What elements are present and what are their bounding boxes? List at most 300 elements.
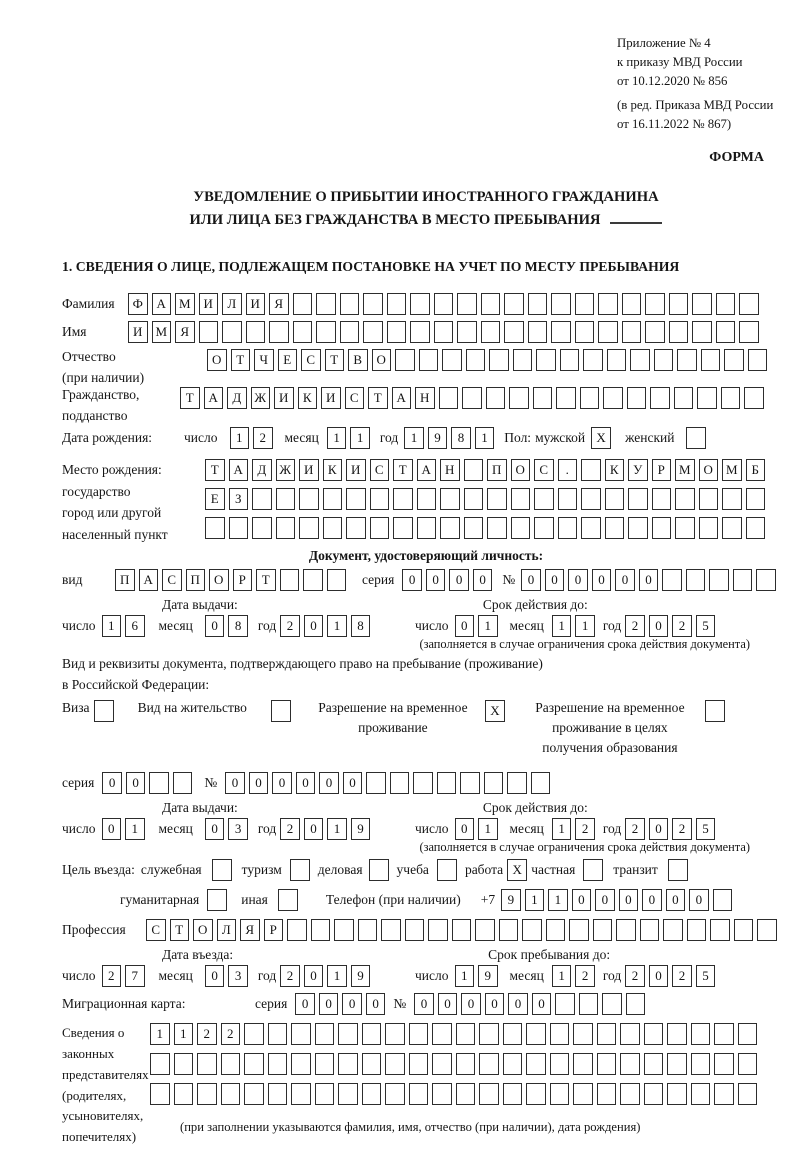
char-box[interactable]: 0 [572, 889, 592, 911]
char-box[interactable]: С [534, 459, 554, 481]
char-box[interactable]: 0 [568, 569, 588, 591]
char-box[interactable]: 1 [230, 427, 250, 449]
char-box[interactable] [244, 1083, 264, 1105]
char-box[interactable] [722, 517, 742, 539]
char-box[interactable] [327, 569, 347, 591]
char-box[interactable] [457, 293, 477, 315]
char-box[interactable] [716, 321, 736, 343]
char-box[interactable] [551, 321, 571, 343]
char-box[interactable] [669, 293, 689, 315]
char-box[interactable]: К [605, 459, 625, 481]
char-box[interactable]: 2 [672, 818, 692, 840]
char-box[interactable]: Н [440, 459, 460, 481]
char-box[interactable]: 0 [272, 772, 292, 794]
char-box[interactable]: Т [180, 387, 200, 409]
char-box[interactable]: 3 [228, 818, 248, 840]
char-box[interactable] [667, 1053, 687, 1075]
char-box[interactable]: 8 [451, 427, 471, 449]
char-box[interactable]: К [323, 459, 343, 481]
char-box[interactable] [199, 321, 219, 343]
char-box[interactable] [432, 1023, 452, 1045]
char-box[interactable]: 0 [689, 889, 709, 911]
char-box[interactable] [714, 1053, 734, 1075]
char-box[interactable]: 0 [532, 993, 552, 1015]
char-box[interactable] [602, 993, 622, 1015]
char-box[interactable] [692, 293, 712, 315]
char-box[interactable] [287, 919, 307, 941]
char-box[interactable] [573, 1083, 593, 1105]
char-box[interactable]: 0 [649, 615, 669, 637]
char-box[interactable]: 1 [174, 1023, 194, 1045]
char-box[interactable]: 1 [552, 965, 572, 987]
char-box[interactable] [409, 1053, 429, 1075]
char-box[interactable] [686, 569, 706, 591]
char-box[interactable] [697, 387, 717, 409]
char-box[interactable] [628, 517, 648, 539]
char-box[interactable] [675, 488, 695, 510]
char-box[interactable]: А [417, 459, 437, 481]
char-box[interactable]: 0 [414, 993, 434, 1015]
char-box[interactable] [340, 321, 360, 343]
char-box[interactable] [440, 488, 460, 510]
char-box[interactable]: О [207, 349, 227, 371]
char-box[interactable] [291, 1023, 311, 1045]
char-box[interactable] [315, 1083, 335, 1105]
char-box[interactable] [338, 1053, 358, 1075]
char-box[interactable]: 0 [304, 615, 324, 637]
char-box[interactable]: И [274, 387, 294, 409]
char-box[interactable]: 0 [649, 818, 669, 840]
char-box[interactable]: 0 [296, 772, 316, 794]
char-box[interactable] [434, 321, 454, 343]
char-box[interactable]: 0 [438, 993, 458, 1015]
char-box[interactable] [205, 517, 225, 539]
char-box[interactable] [410, 321, 430, 343]
char-box[interactable] [677, 349, 697, 371]
char-box[interactable] [710, 919, 730, 941]
char-box[interactable]: 2 [221, 1023, 241, 1045]
char-box[interactable]: 1 [478, 615, 498, 637]
char-box[interactable] [197, 1083, 217, 1105]
char-box[interactable] [303, 569, 323, 591]
char-box[interactable]: Т [205, 459, 225, 481]
char-box[interactable] [316, 293, 336, 315]
char-box[interactable]: 0 [366, 993, 386, 1015]
char-box[interactable] [534, 517, 554, 539]
purpose-other-checkbox[interactable] [278, 889, 298, 911]
char-box[interactable] [150, 1053, 170, 1075]
char-box[interactable]: 0 [521, 569, 541, 591]
char-box[interactable] [460, 772, 480, 794]
char-box[interactable]: 9 [428, 427, 448, 449]
char-box[interactable]: 1 [350, 427, 370, 449]
char-box[interactable] [221, 1083, 241, 1105]
char-box[interactable] [268, 1083, 288, 1105]
char-box[interactable]: Ж [276, 459, 296, 481]
char-box[interactable] [503, 1053, 523, 1075]
char-box[interactable] [739, 321, 759, 343]
temp-residence-checkbox[interactable]: X [485, 700, 505, 722]
char-box[interactable]: 0 [455, 615, 475, 637]
char-box[interactable]: И [128, 321, 148, 343]
char-box[interactable] [526, 1023, 546, 1045]
char-box[interactable]: Е [278, 349, 298, 371]
char-box[interactable] [699, 488, 719, 510]
char-box[interactable] [457, 321, 477, 343]
char-box[interactable] [363, 293, 383, 315]
char-box[interactable] [569, 919, 589, 941]
char-box[interactable]: Я [175, 321, 195, 343]
char-box[interactable]: 9 [478, 965, 498, 987]
char-box[interactable] [149, 772, 169, 794]
char-box[interactable] [558, 517, 578, 539]
char-box[interactable] [652, 517, 672, 539]
char-box[interactable]: Ф [128, 293, 148, 315]
char-box[interactable] [721, 387, 741, 409]
char-box[interactable] [699, 517, 719, 539]
char-box[interactable]: С [370, 459, 390, 481]
char-box[interactable]: 0 [595, 889, 615, 911]
char-box[interactable] [630, 349, 650, 371]
char-box[interactable]: 1 [102, 615, 122, 637]
char-box[interactable]: 0 [102, 772, 122, 794]
purpose-tourism-checkbox[interactable] [290, 859, 310, 881]
char-box[interactable]: С [162, 569, 182, 591]
char-box[interactable] [381, 919, 401, 941]
char-box[interactable]: 1 [125, 818, 145, 840]
char-box[interactable]: 0 [615, 569, 635, 591]
char-box[interactable]: Т [368, 387, 388, 409]
char-box[interactable]: С [301, 349, 321, 371]
char-box[interactable] [575, 321, 595, 343]
char-box[interactable] [746, 517, 766, 539]
char-box[interactable]: Т [393, 459, 413, 481]
char-box[interactable]: 8 [351, 615, 371, 637]
char-box[interactable] [197, 1053, 217, 1075]
char-box[interactable] [644, 1053, 664, 1075]
char-box[interactable] [222, 321, 242, 343]
char-box[interactable]: 0 [666, 889, 686, 911]
char-box[interactable] [644, 1083, 664, 1105]
char-box[interactable]: 0 [619, 889, 639, 911]
char-box[interactable] [620, 1053, 640, 1075]
char-box[interactable] [722, 488, 742, 510]
char-box[interactable]: О [699, 459, 719, 481]
char-box[interactable] [626, 993, 646, 1015]
purpose-official-checkbox[interactable] [212, 859, 232, 881]
char-box[interactable]: 0 [343, 772, 363, 794]
char-box[interactable]: Р [233, 569, 253, 591]
char-box[interactable] [409, 1023, 429, 1045]
char-box[interactable]: Д [252, 459, 272, 481]
char-box[interactable] [503, 1083, 523, 1105]
char-box[interactable] [311, 919, 331, 941]
char-box[interactable] [456, 1023, 476, 1045]
char-box[interactable] [709, 569, 729, 591]
char-box[interactable] [503, 1023, 523, 1045]
char-box[interactable]: Я [240, 919, 260, 941]
char-box[interactable] [581, 488, 601, 510]
char-box[interactable]: 2 [575, 965, 595, 987]
char-box[interactable]: А [139, 569, 159, 591]
char-box[interactable] [340, 293, 360, 315]
char-box[interactable]: Ж [251, 387, 271, 409]
char-box[interactable]: П [186, 569, 206, 591]
char-box[interactable]: 1 [548, 889, 568, 911]
char-box[interactable]: 1 [327, 818, 347, 840]
char-box[interactable]: С [146, 919, 166, 941]
char-box[interactable] [385, 1023, 405, 1045]
char-box[interactable]: 0 [508, 993, 528, 1015]
char-box[interactable] [528, 321, 548, 343]
char-box[interactable] [456, 1083, 476, 1105]
char-box[interactable]: 2 [625, 615, 645, 637]
char-box[interactable] [628, 488, 648, 510]
char-box[interactable]: И [321, 387, 341, 409]
char-box[interactable] [481, 321, 501, 343]
char-box[interactable] [405, 919, 425, 941]
char-box[interactable] [479, 1023, 499, 1045]
char-box[interactable]: 1 [455, 965, 475, 987]
char-box[interactable] [550, 1053, 570, 1075]
char-box[interactable] [385, 1083, 405, 1105]
char-box[interactable] [597, 1023, 617, 1045]
char-box[interactable] [315, 1023, 335, 1045]
char-box[interactable] [536, 349, 556, 371]
char-box[interactable]: 1 [478, 818, 498, 840]
char-box[interactable] [338, 1023, 358, 1045]
char-box[interactable] [417, 517, 437, 539]
char-box[interactable]: М [675, 459, 695, 481]
char-box[interactable] [526, 1053, 546, 1075]
char-box[interactable]: 0 [455, 818, 475, 840]
char-box[interactable]: 5 [696, 965, 716, 987]
char-box[interactable] [662, 569, 682, 591]
char-box[interactable]: 0 [205, 818, 225, 840]
char-box[interactable] [291, 1083, 311, 1105]
purpose-transit-checkbox[interactable] [668, 859, 688, 881]
char-box[interactable] [550, 1023, 570, 1045]
char-box[interactable]: О [372, 349, 392, 371]
char-box[interactable] [511, 488, 531, 510]
char-box[interactable] [580, 387, 600, 409]
char-box[interactable]: 2 [672, 615, 692, 637]
char-box[interactable] [293, 293, 313, 315]
char-box[interactable]: 0 [249, 772, 269, 794]
char-box[interactable]: Т [170, 919, 190, 941]
char-box[interactable]: Т [256, 569, 276, 591]
purpose-humanitarian-checkbox[interactable] [207, 889, 227, 911]
char-box[interactable] [667, 1023, 687, 1045]
char-box[interactable] [393, 488, 413, 510]
char-box[interactable]: 5 [696, 615, 716, 637]
char-box[interactable] [432, 1083, 452, 1105]
char-box[interactable] [489, 349, 509, 371]
char-box[interactable]: А [152, 293, 172, 315]
char-box[interactable] [713, 889, 733, 911]
char-box[interactable] [334, 919, 354, 941]
char-box[interactable] [456, 1053, 476, 1075]
char-box[interactable]: 0 [485, 993, 505, 1015]
char-box[interactable] [507, 772, 527, 794]
char-box[interactable] [244, 1023, 264, 1045]
char-box[interactable] [464, 459, 484, 481]
char-box[interactable] [346, 488, 366, 510]
char-box[interactable]: Ч [254, 349, 274, 371]
char-box[interactable]: А [204, 387, 224, 409]
char-box[interactable] [315, 1053, 335, 1075]
char-box[interactable] [410, 293, 430, 315]
purpose-work-checkbox[interactable]: X [507, 859, 527, 881]
char-box[interactable] [644, 1023, 664, 1045]
char-box[interactable]: 5 [696, 818, 716, 840]
char-box[interactable] [366, 772, 386, 794]
char-box[interactable] [597, 1053, 617, 1075]
char-box[interactable]: И [199, 293, 219, 315]
char-box[interactable] [413, 772, 433, 794]
char-box[interactable] [280, 569, 300, 591]
char-box[interactable]: С [345, 387, 365, 409]
char-box[interactable] [174, 1083, 194, 1105]
char-box[interactable]: 0 [449, 569, 469, 591]
char-box[interactable] [581, 517, 601, 539]
char-box[interactable] [363, 321, 383, 343]
char-box[interactable] [724, 349, 744, 371]
char-box[interactable]: Л [217, 919, 237, 941]
char-box[interactable]: 0 [304, 965, 324, 987]
char-box[interactable]: 0 [592, 569, 612, 591]
char-box[interactable]: П [487, 459, 507, 481]
char-box[interactable] [739, 293, 759, 315]
sex-male-checkbox[interactable]: X [591, 427, 611, 449]
char-box[interactable] [550, 1083, 570, 1105]
char-box[interactable] [560, 349, 580, 371]
char-box[interactable]: 2 [575, 818, 595, 840]
char-box[interactable] [534, 488, 554, 510]
visa-checkbox[interactable] [94, 700, 114, 722]
char-box[interactable] [150, 1083, 170, 1105]
char-box[interactable]: 0 [426, 569, 446, 591]
char-box[interactable] [486, 387, 506, 409]
char-box[interactable] [551, 293, 571, 315]
char-box[interactable] [299, 517, 319, 539]
char-box[interactable] [645, 293, 665, 315]
char-box[interactable]: У [628, 459, 648, 481]
char-box[interactable] [733, 569, 753, 591]
char-box[interactable] [533, 387, 553, 409]
char-box[interactable] [417, 488, 437, 510]
char-box[interactable] [738, 1023, 758, 1045]
char-box[interactable] [528, 293, 548, 315]
char-box[interactable]: 0 [126, 772, 146, 794]
sex-female-checkbox[interactable] [686, 427, 706, 449]
char-box[interactable] [598, 293, 618, 315]
char-box[interactable]: З [229, 488, 249, 510]
char-box[interactable]: 0 [304, 818, 324, 840]
char-box[interactable] [756, 569, 776, 591]
char-box[interactable] [663, 919, 683, 941]
char-box[interactable]: . [558, 459, 578, 481]
char-box[interactable] [654, 349, 674, 371]
char-box[interactable]: К [298, 387, 318, 409]
char-box[interactable] [573, 1053, 593, 1075]
char-box[interactable] [244, 1053, 264, 1075]
char-box[interactable]: 1 [327, 965, 347, 987]
char-box[interactable] [598, 321, 618, 343]
char-box[interactable] [650, 387, 670, 409]
char-box[interactable]: 1 [575, 615, 595, 637]
char-box[interactable]: Т [231, 349, 251, 371]
char-box[interactable] [744, 387, 764, 409]
char-box[interactable]: М [175, 293, 195, 315]
char-box[interactable] [395, 349, 415, 371]
char-box[interactable] [738, 1053, 758, 1075]
char-box[interactable] [667, 1083, 687, 1105]
char-box[interactable]: А [392, 387, 412, 409]
char-box[interactable] [462, 387, 482, 409]
char-box[interactable] [616, 919, 636, 941]
char-box[interactable] [466, 349, 486, 371]
char-box[interactable] [246, 321, 266, 343]
char-box[interactable] [714, 1023, 734, 1045]
char-box[interactable]: В [348, 349, 368, 371]
char-box[interactable] [252, 488, 272, 510]
char-box[interactable]: 1 [552, 818, 572, 840]
purpose-business-checkbox[interactable] [369, 859, 389, 881]
char-box[interactable] [440, 517, 460, 539]
char-box[interactable]: О [193, 919, 213, 941]
char-box[interactable] [229, 517, 249, 539]
char-box[interactable] [487, 517, 507, 539]
char-box[interactable] [434, 293, 454, 315]
char-box[interactable]: И [299, 459, 319, 481]
char-box[interactable] [221, 1053, 241, 1075]
char-box[interactable] [513, 349, 533, 371]
char-box[interactable] [370, 517, 390, 539]
char-box[interactable] [358, 919, 378, 941]
char-box[interactable] [522, 919, 542, 941]
char-box[interactable] [627, 387, 647, 409]
char-box[interactable]: 1 [525, 889, 545, 911]
char-box[interactable] [173, 772, 193, 794]
char-box[interactable] [674, 387, 694, 409]
char-box[interactable] [464, 517, 484, 539]
char-box[interactable]: 0 [461, 993, 481, 1015]
char-box[interactable] [475, 919, 495, 941]
char-box[interactable] [504, 293, 524, 315]
char-box[interactable] [362, 1053, 382, 1075]
char-box[interactable]: 0 [639, 569, 659, 591]
char-box[interactable] [691, 1053, 711, 1075]
char-box[interactable] [556, 387, 576, 409]
char-box[interactable] [555, 993, 575, 1015]
char-box[interactable] [481, 293, 501, 315]
char-box[interactable] [393, 517, 413, 539]
char-box[interactable]: А [229, 459, 249, 481]
char-box[interactable] [716, 293, 736, 315]
char-box[interactable]: 1 [150, 1023, 170, 1045]
char-box[interactable]: 2 [253, 427, 273, 449]
char-box[interactable]: 6 [125, 615, 145, 637]
char-box[interactable] [387, 293, 407, 315]
char-box[interactable] [316, 321, 336, 343]
char-box[interactable]: 2 [280, 965, 300, 987]
char-box[interactable] [597, 1083, 617, 1105]
char-box[interactable] [323, 488, 343, 510]
char-box[interactable]: 1 [475, 427, 495, 449]
char-box[interactable]: 2 [625, 965, 645, 987]
char-box[interactable] [605, 488, 625, 510]
